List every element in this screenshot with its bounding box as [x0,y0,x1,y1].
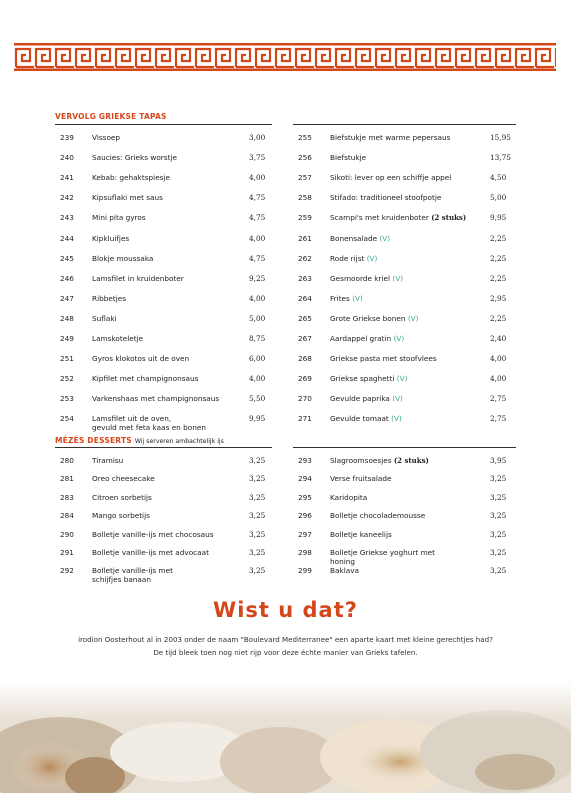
item-number: 244 [60,233,74,243]
item-name-text: Saucies: Grieks worstje [92,153,177,163]
item-name [330,314,485,323]
item-number: 270 [298,394,312,404]
item-name [92,153,242,162]
item-name-text: Bolletje vanille-ijs met advocaat [92,548,209,557]
item-number: 247 [60,293,74,303]
item-price: 9,95 [249,414,266,424]
menu-item [298,456,520,465]
item-number: 296 [298,511,312,521]
item-name-text: Gyros klokotos uit de oven [92,354,190,364]
menu-item [298,314,520,323]
item-number: 255 [298,133,312,142]
item-price: 2,75 [490,394,507,404]
desserts-title-text: MÉZÉS DESSERTS [55,436,132,445]
item-name-text: Bolletje vanille-ijs met chocosaus [92,529,214,539]
item-name-text: Citroen sorbetijs [92,492,152,502]
menu-item [60,334,279,343]
item-name [330,566,485,575]
item-name-text: Biefstukje met warme pepersaus [330,133,451,142]
item-number: 297 [298,529,312,539]
menu-item [298,530,520,539]
item-name-text: Karidopita [330,492,368,502]
item-price: 3,25 [490,474,507,484]
item-name [92,414,242,432]
item-name-text: Bolletje Griekse yoghurt met [330,548,436,557]
item-name-text: Slagroomsoesjes [330,456,392,465]
menu-item [60,274,279,283]
item-name [330,456,485,465]
item-name-text: Verse fruitsalade [330,474,392,484]
item-name-text: Blokje moussaka [92,253,154,263]
vegetarian-mark: (V) [391,414,402,424]
item-price: 5,00 [490,193,507,203]
menu-item [298,153,520,162]
item-name-text: Bolletje kaneelijs [330,529,392,539]
item-price: 2,25 [490,313,507,323]
item-number: 295 [298,492,312,502]
item-name-line-2: schijfjes banaan [92,575,151,585]
item-name [92,254,242,263]
item-number: 239 [60,133,74,142]
menu-item [60,566,279,584]
menu-item [60,530,279,539]
item-price: 4,00 [249,233,266,243]
item-extra: (2 stuks) [431,213,467,223]
item-name-text: Gesmoorde kriel [330,273,391,283]
vegetarian-mark: (V) [379,233,391,243]
item-price: 3,25 [249,456,266,465]
menu-item [60,456,279,465]
item-number: 242 [60,193,74,203]
vegetarian-mark: (V) [392,273,404,283]
item-name-text: Griekse spaghetti [330,374,395,384]
item-price: 4,75 [249,193,266,203]
item-number: 249 [60,334,74,343]
menu-item [298,548,520,566]
menu-item [60,254,279,263]
item-name-line-2: honing [330,557,355,566]
item-name [330,334,485,343]
menu-item [298,511,520,520]
item-price: 2,95 [490,293,507,303]
item-name-text: Kipfilet met champignonsaus [92,374,199,384]
item-name [330,394,485,403]
item-name [92,530,242,539]
item-price: 5,50 [249,394,266,404]
item-name [330,493,485,502]
item-name [92,493,242,502]
item-number: 271 [298,414,312,424]
item-name-text: Gevulde paprika [330,394,390,404]
item-number: 252 [60,374,74,384]
item-name [330,193,485,202]
item-name-text: Kipkluifjes [92,233,130,243]
item-price: 2,25 [490,273,507,283]
menu-item [60,493,279,502]
item-number: 268 [298,354,312,364]
item-price: 4,00 [490,354,507,364]
item-name-text: Grote Griekse bonen [330,313,406,323]
item-number: 280 [60,456,74,465]
item-name [330,173,485,182]
menu-item [60,548,279,557]
item-price: 3,25 [249,511,266,521]
item-number: 292 [60,566,74,576]
wist-line-2: De tijd bleek toen nog niet rijp voor deze échte manier van Grieks tafelen. [153,648,418,657]
menu-item [298,294,520,303]
item-price: 4,00 [249,173,266,183]
item-number: 253 [60,394,74,404]
item-name [92,334,242,343]
vegetarian-mark: (V) [352,293,363,303]
item-price: 2,75 [490,414,507,424]
item-number: 290 [60,529,74,539]
item-price: 3,25 [490,492,507,502]
item-name [330,530,485,539]
item-name-text: Lamskoteletje [92,334,144,343]
item-price: 4,50 [490,173,507,183]
item-name [92,511,242,520]
item-name [330,254,485,263]
menu-item [298,566,520,575]
menu-item [298,334,520,343]
item-name [330,354,485,363]
item-name [330,414,485,423]
item-name-text: Mango sorbetijs [92,511,150,521]
menu-item [298,173,520,182]
menu-item [298,234,520,243]
menu-item [60,414,279,432]
menu-item [298,213,520,222]
item-name-text: Baklava [330,566,359,576]
item-number: 264 [298,293,312,303]
item-number: 248 [60,313,74,323]
menu-item [60,394,279,403]
item-price: 4,75 [249,213,266,223]
menu-item [298,193,520,202]
wist-u-dat-heading: Wist u dat? [213,598,358,622]
item-price: 3,25 [490,529,507,539]
food-photo [0,682,571,793]
item-name-text: Rode rijst [330,253,365,263]
item-name-text: Vissoep [92,133,121,142]
desserts-left-divider [55,447,272,448]
menu-item [60,474,279,483]
menu-item [60,173,279,182]
item-number: 269 [298,374,312,384]
item-number: 291 [60,548,74,557]
item-number: 254 [60,414,74,424]
item-price: 3,25 [490,511,507,521]
item-name-line-2: gevuld met feta kaas en bonen [92,423,206,433]
item-name [92,374,242,383]
item-number: 256 [298,153,312,163]
item-price: 4,00 [249,374,266,384]
item-price: 3,95 [490,456,507,465]
menu-item [60,294,279,303]
item-name [330,474,485,483]
item-number: 257 [298,173,312,183]
item-number: 240 [60,153,74,163]
item-number: 284 [60,511,74,521]
menu-item [298,474,520,483]
item-price: 3,25 [249,548,266,557]
item-name [92,213,242,222]
menu-item [298,394,520,403]
item-price: 2,25 [490,253,507,263]
item-name [92,548,242,557]
item-name [92,394,242,403]
item-number: 243 [60,213,74,223]
item-name [330,511,485,520]
desserts-section-title [55,436,224,445]
item-name-text: Kebab: gehaktspiesje [92,173,170,183]
item-price: 13,75 [490,153,511,163]
item-name-text: Frites [330,293,350,303]
desserts-note: Wij serveren ambachtelijk ijs [134,438,224,445]
item-name [92,193,242,202]
menu-item [60,133,279,142]
item-price: 4,00 [490,374,507,384]
item-name-text: Gevulde tomaat [330,414,389,424]
tapas-left-divider [55,124,272,125]
menu-item [298,254,520,263]
item-number: 299 [298,566,312,576]
item-name-text: Lamsfilet in kruidenboter [92,273,184,283]
item-price: 2,40 [490,334,507,343]
item-name-text: Scampi's met kruidenboter [330,213,429,223]
menu-item [60,314,279,323]
item-price: 3,25 [249,492,266,502]
item-number: 293 [298,456,312,465]
item-name-text: Suflaki [92,313,117,323]
item-number: 263 [298,273,312,283]
item-price: 9,25 [249,273,266,283]
item-name-text: Stifado: traditioneel stoofpotje [330,193,442,203]
vegetarian-mark: (V) [407,313,419,323]
item-number: 265 [298,313,312,323]
menu-item [60,153,279,162]
item-number: 261 [298,233,312,243]
item-name [92,274,242,283]
item-name [330,374,485,383]
item-extra: (2 stuks) [393,456,429,465]
item-price: 3,25 [490,566,507,576]
item-price: 3,00 [249,133,266,142]
item-name [330,274,485,283]
menu-item [60,234,279,243]
item-name-text: Oreo cheesecake [92,474,155,484]
item-name [330,294,485,303]
item-name [330,213,485,222]
desserts-right-divider [293,447,516,448]
item-number: 262 [298,253,312,263]
item-price: 6,00 [249,354,266,364]
item-price: 9,95 [490,213,507,223]
menu-item [298,274,520,283]
item-number: 258 [298,193,312,203]
item-number: 259 [298,213,312,223]
item-name-text: Tiramisu [92,456,124,465]
tapas-right-divider [293,124,516,125]
item-name-text: Bolletje chocolademousse [330,511,426,521]
item-name-text: Ribbetjes [92,293,127,303]
item-price: 8,75 [249,334,266,343]
menu-item [298,133,520,142]
item-name [92,234,242,243]
item-name-text: Bolletje vanille-ijs met [92,566,173,576]
vegetarian-mark: (V) [396,374,408,384]
item-name-text: Kipsuflaki met saus [92,193,163,203]
item-name [92,294,242,303]
menu-item [298,354,520,363]
item-name [330,234,485,243]
item-name-text: Griekse pasta met stoofvlees [330,354,437,364]
menu-item [60,354,279,363]
item-name-text: Varkenshaas met champignonsaus [92,394,220,404]
item-price: 2,25 [490,233,507,243]
greek-meander-border [14,43,556,71]
item-name [330,548,485,566]
item-number: 267 [298,334,312,343]
item-name [330,153,485,162]
item-number: 281 [60,474,74,484]
menu-item [298,414,520,423]
item-price: 3,25 [249,566,266,576]
item-name [92,566,242,584]
item-name-text: Aardappel gratin [330,334,392,343]
item-number: 283 [60,492,74,502]
item-number: 241 [60,173,74,183]
item-number: 298 [298,548,312,557]
item-name [92,456,242,465]
tapas-section-title: VERVOLG GRIEKSE TAPAS [55,112,167,121]
item-price: 3,25 [249,529,266,539]
item-name [92,474,242,483]
item-price: 3,25 [249,474,266,484]
item-name [92,173,242,182]
item-name-text: Biefstukje [330,153,367,163]
item-name-text: Sikoti: lever op een schiffje appel [330,173,452,183]
item-name [330,133,485,142]
item-price: 4,75 [249,253,266,263]
item-name [92,314,242,323]
item-name-text: Lamsfilet uit de oven, [92,414,172,424]
item-name-text: Mini pita gyros [92,213,146,223]
item-price: 4,00 [249,293,266,303]
menu-item [298,493,520,502]
item-price: 3,75 [249,153,266,163]
item-number: 245 [60,253,74,263]
menu-item [60,213,279,222]
item-number: 246 [60,273,74,283]
menu-item [60,374,279,383]
item-number: 251 [60,354,74,364]
item-name [92,354,242,363]
item-name [92,133,242,142]
vegetarian-mark: (V) [366,253,378,263]
item-price: 15,95 [490,133,511,142]
menu-item [298,374,520,383]
item-name-text: Bonensalade [330,233,378,243]
menu-item [60,193,279,202]
menu-item [60,511,279,520]
wist-line-1: irodion Oosterhout al in 2003 onder de naam "Boulevard Mediterranee" een aparte kaart met kleine gerechtjes had? [78,635,493,644]
vegetarian-mark: (V) [393,334,405,343]
item-price: 5,00 [249,313,266,323]
vegetarian-mark: (V) [392,394,403,404]
item-price: 3,25 [490,548,507,557]
item-number: 294 [298,474,312,484]
